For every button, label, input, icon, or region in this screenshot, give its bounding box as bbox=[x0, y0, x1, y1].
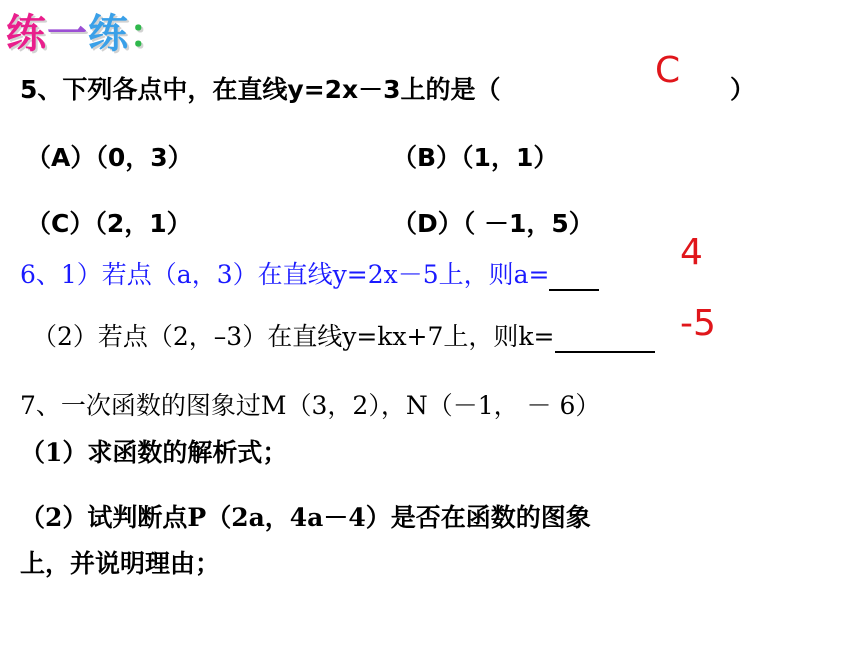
q6-part1-text: 6、1）若点（a，3）在直线y=2x－5上，则a= bbox=[20, 260, 550, 289]
q7-line1: 7、一次函数的图象过M（3，2），N（－1， － 6） bbox=[20, 391, 601, 420]
q5-answer: C bbox=[655, 50, 681, 91]
q6-blank-1 bbox=[549, 263, 599, 291]
q5-option-c: （C）（2，1） bbox=[26, 209, 192, 238]
q7-sub2b: 上，并说明理由； bbox=[20, 549, 221, 578]
title-char-3: 练 bbox=[88, 11, 129, 57]
q5-option-a: （A）（0，3） bbox=[26, 143, 193, 172]
q6-part1 bbox=[20, 255, 599, 291]
q5-option-d: （D）（ －1，5） bbox=[392, 209, 594, 238]
q6-part2-text: （2）若点（2，–3）在直线y=kx+7上，则k= bbox=[32, 322, 555, 351]
title-char-1: 练 bbox=[6, 11, 47, 57]
q6-answer-2: -5 bbox=[680, 303, 716, 344]
q7-sub2a: （2）试判断点P（2a，4a－4）是否在函数的图象 bbox=[20, 503, 591, 532]
q6-answer-1: 4 bbox=[680, 232, 703, 273]
title-char-2: 一 bbox=[47, 11, 88, 57]
q5-text: 5、下列各点中，在直线y=2x－3上的是（ bbox=[20, 75, 501, 104]
q6-part2 bbox=[32, 317, 655, 353]
q6-blank-2 bbox=[555, 325, 655, 353]
page-title bbox=[6, 2, 170, 59]
q5-stem bbox=[20, 70, 501, 106]
q5-close-paren: ） bbox=[730, 75, 756, 104]
q7-sub1: （1）求函数的解析式； bbox=[20, 438, 288, 467]
title-char-4: ： bbox=[129, 11, 170, 57]
q5-option-b: （B）（1，1） bbox=[392, 143, 559, 172]
